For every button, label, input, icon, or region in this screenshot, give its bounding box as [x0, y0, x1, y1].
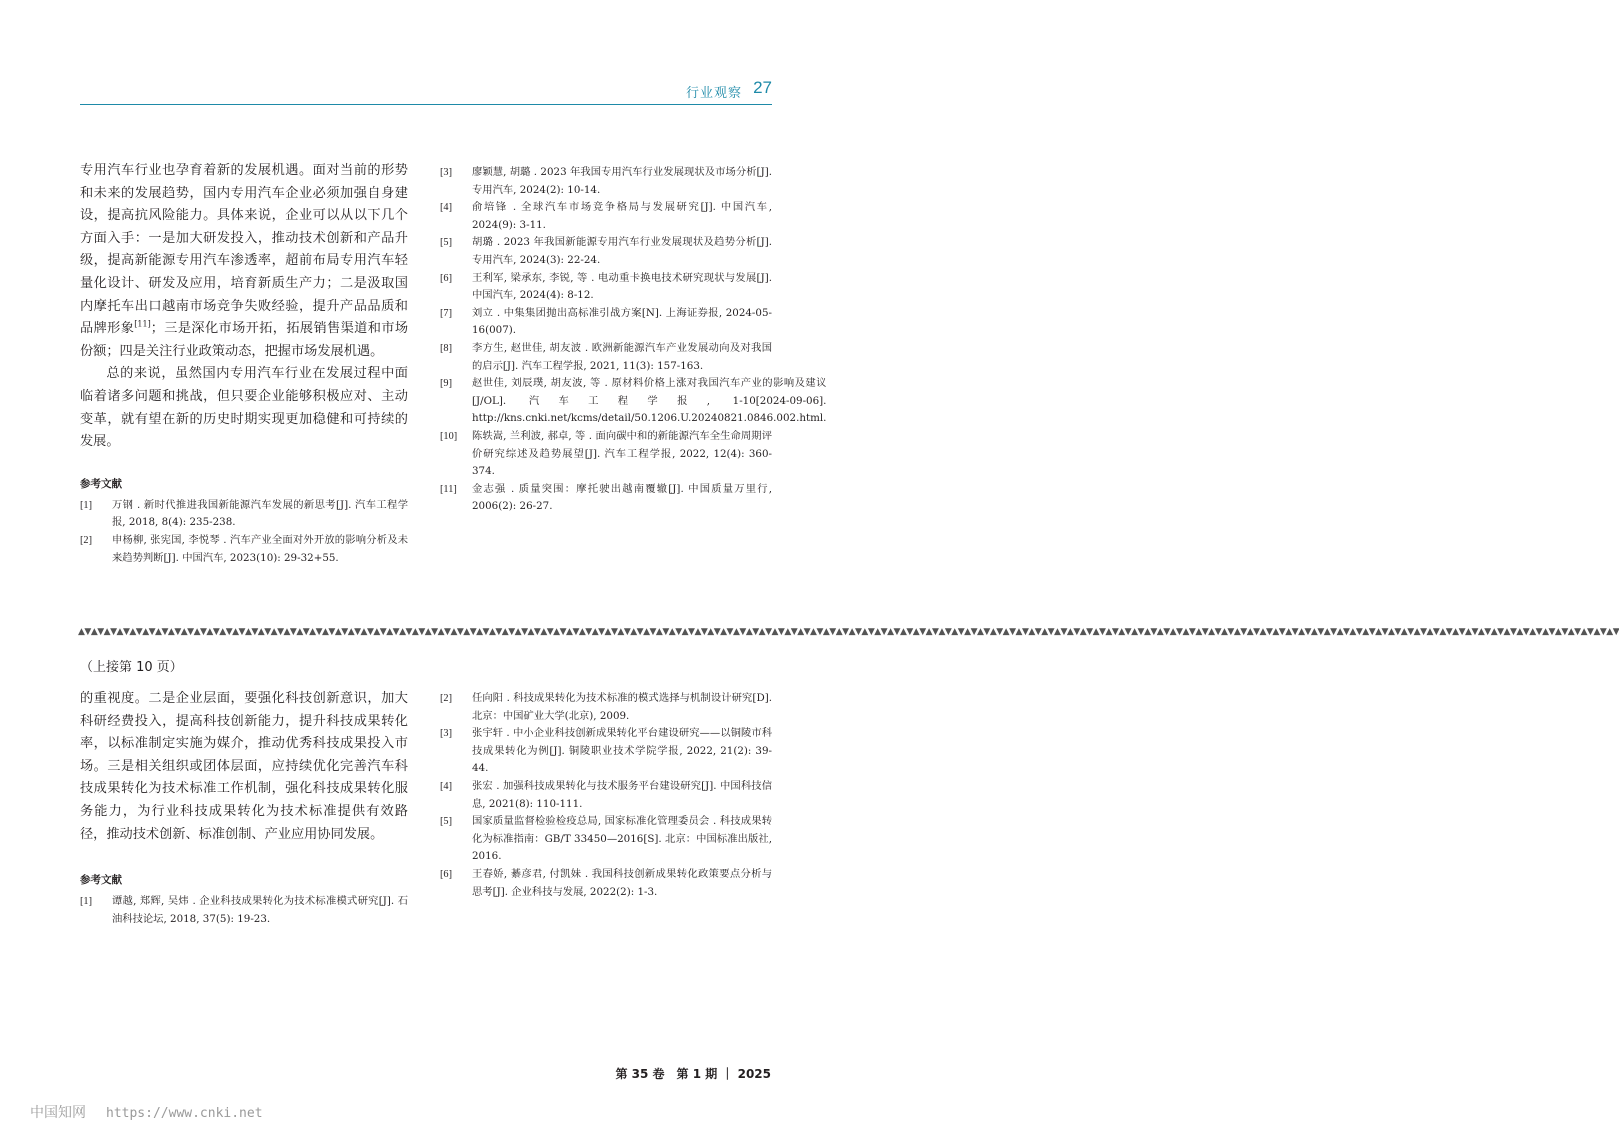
reference-number: [11] — [440, 483, 457, 495]
reference-text: 国家质量监督检验检疫总局, 国家标准化管理委员会 . 科技成果转化为标准指南：GB/T 33450—2016[S]. 北京：中国标准出版社, 2016. — [472, 815, 772, 863]
page-header — [80, 78, 772, 106]
reference-number: [5] — [440, 237, 453, 249]
reference-number: [3] — [440, 728, 453, 740]
reference-item — [440, 270, 772, 305]
reference-item — [440, 340, 772, 375]
reference-text: 金志强 . 质量突围：摩托驶出越南覆辙[J]. 中国质量万里行, 2006(2): 26-27. — [472, 482, 772, 513]
top-left-column — [80, 160, 408, 567]
reference-item — [80, 893, 408, 928]
reference-item — [440, 778, 772, 813]
reference-item — [440, 690, 772, 725]
body-paragraph: 的重视度。二是企业层面，要强化科技创新意识，加大科研经费投入，提高科技创新能力，提升科技成果转化率，以标准制定实施为媒介，推动优秀科技成果投入市场。三是相关组织或团体层面，应持续优化完善汽车科技成果转化为技术标准工作机制，强化科技成果转化服务能力，为行业科技成果转化为技术标准提供有效路径，推动技术创新、标准创制、产业应用协同发展。 — [80, 691, 408, 842]
issue-info: 第 35 卷 第 1 期 ｜ 2025 — [615, 1067, 771, 1081]
body-paragraph — [80, 160, 408, 363]
reference-item — [440, 725, 772, 778]
reference-text: 俞培锋 . 全球汽车市场竞争格局与发展研究[J]. 中国汽车, 2024(9): 3-11. — [472, 201, 772, 231]
reference-text: 王春娇, 綦彦君, 付凯妹 . 我国科技创新成果转化政策要点分析与思考[J]. 企业科技与发展, 2022(2): 1-3. — [472, 867, 772, 898]
continued-note: （上接第 10 页） — [80, 660, 183, 675]
watermark-site-name: 中国知网 — [30, 1105, 86, 1121]
references-title: 参考文献 — [80, 874, 122, 887]
reference-item — [440, 813, 772, 866]
reference-item — [440, 375, 827, 428]
reference-number: [1] — [80, 499, 93, 511]
reference-text: 张宇轩 . 中小企业科技创新成果转化平台建设研究——以铜陵市科技成果转化为例[J]. 铜陵职业技术学院学报, 2022, 21(2): 39-44. — [472, 727, 772, 775]
reference-number: [9] — [440, 378, 453, 390]
reference-list — [440, 164, 827, 516]
watermark — [30, 1102, 263, 1122]
watermark-url[interactable]: https://www.cnki.net — [106, 1106, 263, 1121]
reference-text: 刘立 . 中集集团抛出高标准引战方案[N]. 上海证券报, 2024-05-16(007). — [472, 306, 772, 337]
reference-text: 任向阳 . 科技成果转化为技术标准的模式选择与机制设计研究[D]. 北京：中国矿业大学(北京), 2009. — [472, 692, 772, 722]
section-divider: ▲▼▲▼▲▼▲▼▲▼▲▼▲▼▲▼▲▼▲▼▲▼▲▼▲▼▲▼▲▼▲▼▲▼▲▼▲▼▲▼▲▼▲▼▲▼▲▼▲▼▲▼▲▼▲▼▲▼▲▼▲▼▲▼▲▼▲▼▲▼▲▼▲▼▲▼▲▼▲▼▲▼▲▼▲▼▲▼▲▼▲▼▲▼▲▼▲▼▲▼▲▼▲▼▲▼▲▼▲▼▲▼▲▼▲▼▲▼▲▼▲▼▲▼▲▼▲▼▲▼▲▼▲▼▲▼▲▼▲▼▲▼▲▼▲▼▲▼▲▼▲▼▲▼▲▼▲▼▲▼▲▼▲▼▲▼▲▼▲▼▲▼▲▼▲▼▲▼▲▼▲▼▲▼▲▼▲▼▲▼▲▼▲▼▲▼▲▼▲▼▲▼▲▼▲▼▲▼▲▼▲▼▲▼▲▼▲▼▲▼▲▼▲▼▲▼▲▼▲▼▲▼▲▼▲▼▲▼▲▼ — [78, 627, 1619, 637]
reference-text: 申杨柳, 张宪国, 李悦琴 . 汽车产业全面对外开放的影响分析及未来趋势判断[J]. 中国汽车, 2023(10): 29-32+55. — [112, 533, 408, 564]
reference-text: 王利军, 梁承东, 李锐, 等 . 电动重卡换电技术研究现状与发展[J]. 中国汽车, 2024(4): 8-12. — [472, 271, 772, 302]
reference-text: 陈轶嵩, 兰利波, 郝卓, 等 . 面向碳中和的新能源汽车全生命周期评价研究综述及趋势展望[J]. 汽车工程学报, 2022, 12(4): 360-374. — [472, 429, 772, 478]
reference-number: [6] — [440, 272, 453, 284]
reference-item — [440, 866, 772, 901]
reference-item — [440, 428, 772, 481]
reference-text: 张宏 . 加强科技成果转化与技术服务平台建设研究[J]. 中国科技信息, 2021(8): 110-111. — [472, 779, 772, 810]
reference-number: [4] — [440, 780, 453, 792]
reference-item — [80, 497, 408, 532]
reference-number: [2] — [80, 534, 93, 546]
reference-number: [3] — [440, 167, 453, 178]
reference-item — [440, 199, 772, 234]
reference-number: [6] — [440, 868, 453, 880]
reference-number: [5] — [440, 816, 453, 828]
top-right-column — [440, 164, 827, 516]
reference-number: [7] — [440, 307, 453, 319]
reference-text: 谭越, 郑辉, 吴炜 . 企业科技成果转化为技术标准模式研究[J]. 石油科技论坛, 2018, 37(5): 19-23. — [112, 895, 408, 925]
reference-item — [440, 481, 772, 516]
reference-text: 廖颖慧, 胡璐 . 2023 年我国专用汽车行业发展现状及市场分析[J]. 专用汽车, 2024(2): 10-14. — [472, 166, 772, 196]
reference-number: [1] — [80, 896, 93, 908]
reference-item — [440, 234, 772, 269]
reference-list — [80, 497, 408, 567]
reference-number: [2] — [440, 693, 453, 704]
reference-list — [80, 893, 408, 928]
reference-item — [440, 164, 772, 199]
reference-number: [10] — [440, 430, 458, 442]
reference-list — [440, 690, 772, 901]
page-number: 27 — [753, 78, 772, 97]
body-paragraph: 总的来说，虽然国内专用汽车行业在发展过程中面临着诸多问题和挑战，但只要企业能够积极应对、主动变革，就有望在新的历史时期实现更加稳健和可持续的发展。 — [80, 366, 408, 450]
reference-text: 胡璐 . 2023 年我国新能源专用汽车行业发展现状及趋势分析[J]. 专用汽车, 2024(3): 22-24. — [472, 236, 772, 266]
bottom-right-column — [440, 690, 772, 901]
citation-mark: [11] — [134, 319, 151, 329]
header-rule — [80, 104, 772, 105]
reference-item — [80, 532, 408, 567]
section-title: 行业观察 — [685, 86, 742, 101]
paragraph-text: ；三是深化市场开拓，拓展销售渠道和市场份额；四是关注行业政策动态，把握市场发展机遇。 — [80, 321, 409, 359]
reference-number: [4] — [440, 202, 453, 214]
references-title: 参考文献 — [80, 477, 122, 490]
reference-text: 赵世佳, 刘辰璞, 胡友波, 等 . 原材料价格上涨对我国汽车产业的影响及建议[J/OL]. 汽车工程学报, 1-10[2024-09-06]. http://kns.cnki.net/kcms/detail/50.1206.U.20240821.0846.002.html. — [472, 377, 827, 425]
paragraph-text: 专用汽车行业也孕育着新的发展机遇。面对当前的形势和未来的发展趋势，国内专用汽车企业必须加强自身建设，提高抗风险能力。具体来说，企业可以从以下几个方面入手：一是加大研发投入，推动技术创新和产品升级，提高新能源专用汽车渗透率，超前布局专用汽车轻量化设计、研发及应用，培育新质生产力；二是汲取国内摩托车出口越南市场竞争失败经验，提升产品品质和品牌形象 — [80, 163, 408, 337]
bottom-left-column — [80, 688, 408, 928]
reference-text: 万钢 . 新时代推进我国新能源汽车发展的新思考[J]. 汽车工程学报, 2018, 8(4): 235-238. — [112, 498, 408, 529]
reference-number: [8] — [440, 342, 453, 354]
reference-item — [440, 305, 772, 340]
reference-text: 李方生, 赵世佳, 胡友波 . 欧洲新能源汽车产业发展动向及对我国的启示[J]. 汽车工程学报, 2021, 11(3): 157-163. — [472, 341, 772, 372]
